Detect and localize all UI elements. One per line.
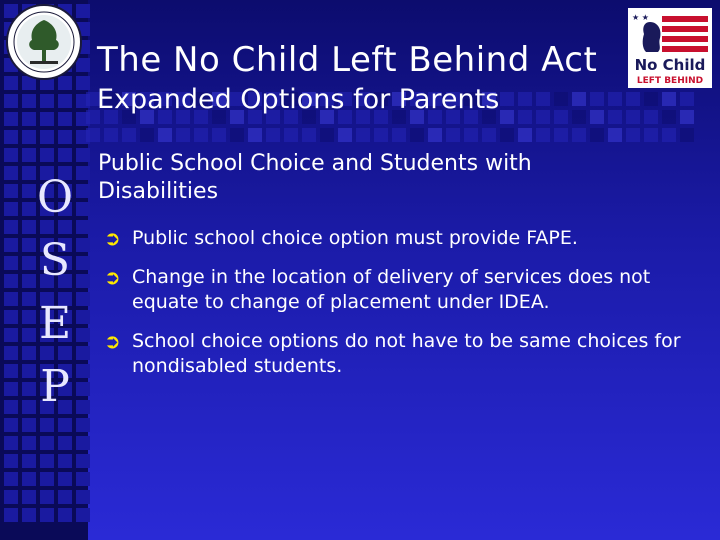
bullet-text: Change in the location of delivery of services does not equate to change of placement under IDEA. (132, 266, 651, 313)
decorative-block (76, 148, 90, 162)
decorative-block (374, 128, 388, 142)
decorative-block (4, 382, 18, 396)
decorative-block (140, 128, 154, 142)
decorative-block (572, 110, 586, 124)
decorative-block (76, 436, 90, 450)
osep-letter: E (38, 298, 72, 349)
decorative-block (230, 128, 244, 142)
decorative-block (410, 128, 424, 142)
section-heading: Public School Choice and Students with Disabilities (98, 151, 532, 204)
decorative-block (58, 508, 72, 522)
decorative-block (4, 472, 18, 486)
decorative-block (644, 110, 658, 124)
decorative-block (4, 202, 18, 216)
decorative-block (22, 94, 36, 108)
decorative-block (572, 128, 586, 142)
bullet-item (104, 265, 704, 315)
decorative-block (4, 220, 18, 234)
decorative-block (464, 128, 478, 142)
decorative-block (4, 166, 18, 180)
decorative-block (662, 110, 676, 124)
decorative-block (58, 454, 72, 468)
decorative-block (536, 110, 550, 124)
decorative-block (40, 94, 54, 108)
decorative-block (4, 256, 18, 270)
decorative-block (4, 94, 18, 108)
decorative-block (608, 92, 622, 106)
decorative-block (4, 436, 18, 450)
decorative-block (626, 128, 640, 142)
decorative-block (58, 490, 72, 504)
decorative-block (4, 418, 18, 432)
decorative-block (680, 110, 694, 124)
bullet-item (104, 226, 704, 251)
decorative-block (590, 128, 604, 142)
decorative-block (572, 92, 586, 106)
decorative-block (212, 128, 226, 142)
decorative-block (176, 128, 190, 142)
decorative-block (4, 346, 18, 360)
decorative-block (4, 292, 18, 306)
decorative-block (58, 436, 72, 450)
arrow-right-circle-icon: ➲ (104, 265, 121, 289)
decorative-block (122, 128, 136, 142)
decorative-block (338, 128, 352, 142)
osep-letter: O (36, 172, 74, 223)
decorative-block (4, 328, 18, 342)
decorative-block (4, 130, 18, 144)
arrow-right-circle-icon: ➲ (104, 226, 121, 250)
decorative-block (266, 128, 280, 142)
decorative-block (500, 92, 514, 106)
decorative-block (40, 508, 54, 522)
decorative-block (302, 128, 316, 142)
decorative-block (58, 418, 72, 432)
department-seal-icon (4, 2, 84, 82)
bullet-item (104, 329, 704, 379)
decorative-block (22, 130, 36, 144)
decorative-block (4, 112, 18, 126)
svg-text:★ ★: ★ ★ (632, 13, 649, 22)
decorative-block (4, 310, 18, 324)
decorative-block (76, 508, 90, 522)
decorative-block (4, 238, 18, 252)
decorative-block (40, 148, 54, 162)
decorative-block (500, 110, 514, 124)
osep-vertical-label (30, 166, 80, 418)
decorative-block (58, 94, 72, 108)
logo-line-2: LEFT BEHIND (636, 76, 704, 86)
decorative-block (554, 110, 568, 124)
decorative-block (590, 92, 604, 106)
decorative-block (4, 454, 18, 468)
decorative-block (4, 364, 18, 378)
decorative-block (58, 472, 72, 486)
decorative-block (22, 418, 36, 432)
decorative-block (4, 274, 18, 288)
decorative-block (22, 490, 36, 504)
decorative-block (608, 128, 622, 142)
decorative-block (194, 128, 208, 142)
decorative-block (76, 454, 90, 468)
decorative-block (86, 128, 100, 142)
decorative-block (662, 128, 676, 142)
decorative-block (58, 112, 72, 126)
decorative-block (58, 148, 72, 162)
decorative-block (40, 472, 54, 486)
decorative-block (4, 400, 18, 414)
decorative-block (644, 92, 658, 106)
osep-letter: S (39, 235, 71, 286)
decorative-block (40, 436, 54, 450)
decorative-block (104, 128, 118, 142)
decorative-block (22, 472, 36, 486)
decorative-block (680, 92, 694, 106)
decorative-block (76, 490, 90, 504)
decorative-block (356, 128, 370, 142)
decorative-block (4, 184, 18, 198)
decorative-block (40, 418, 54, 432)
arrow-right-circle-icon: ➲ (104, 329, 121, 353)
bullet-text: Public school choice option must provide FAPE. (132, 227, 578, 249)
decorative-block (76, 418, 90, 432)
decorative-block (500, 128, 514, 142)
slide-subtitle: Expanded Options for Parents (97, 84, 500, 115)
decorative-block (536, 128, 550, 142)
decorative-block (680, 128, 694, 142)
decorative-block (554, 128, 568, 142)
decorative-block (4, 490, 18, 504)
decorative-block (40, 454, 54, 468)
bullet-text: School choice options do not have to be same choices for nondisabled students. (132, 330, 681, 377)
decorative-block (536, 92, 550, 106)
osep-letter: P (40, 361, 70, 412)
decorative-block (392, 128, 406, 142)
decorative-block (284, 128, 298, 142)
no-child-left-behind-logo (628, 8, 712, 88)
decorative-block (22, 148, 36, 162)
decorative-block (518, 110, 532, 124)
decorative-block (644, 128, 658, 142)
decorative-block (590, 110, 604, 124)
decorative-block (662, 92, 676, 106)
decorative-block (22, 454, 36, 468)
decorative-block (518, 128, 532, 142)
decorative-block (248, 128, 262, 142)
decorative-block (626, 92, 640, 106)
decorative-block (446, 128, 460, 142)
decorative-block (428, 128, 442, 142)
decorative-block (626, 110, 640, 124)
bullet-list (104, 226, 704, 393)
decorative-block (40, 490, 54, 504)
decorative-block (518, 92, 532, 106)
decorative-block (158, 128, 172, 142)
decorative-block (482, 128, 496, 142)
decorative-block (320, 128, 334, 142)
decorative-block (4, 148, 18, 162)
slide-title: The No Child Left Behind Act (97, 40, 598, 80)
decorative-block (40, 112, 54, 126)
decorative-block (76, 472, 90, 486)
decorative-block (22, 508, 36, 522)
decorative-block (22, 112, 36, 126)
decorative-block (4, 508, 18, 522)
decorative-block (608, 110, 622, 124)
decorative-block (40, 130, 54, 144)
decorative-block (554, 92, 568, 106)
logo-line-1: No Child (634, 56, 706, 74)
decorative-block (58, 130, 72, 144)
decorative-block (22, 436, 36, 450)
